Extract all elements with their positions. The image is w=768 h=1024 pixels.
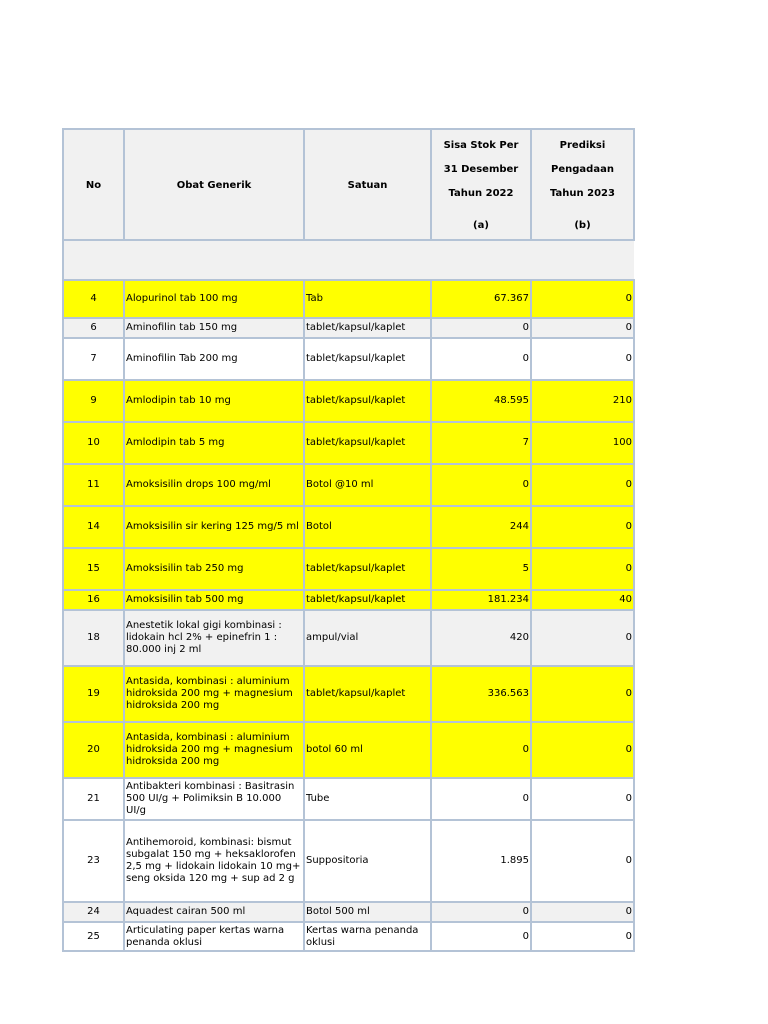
cell-sisa-stok: 0	[431, 778, 531, 820]
cell-satuan: Botol 500 ml	[304, 902, 431, 922]
header-prediksi-line: Pengadaan	[551, 163, 614, 175]
cell-no: 9	[63, 380, 124, 422]
table-row	[63, 722, 634, 778]
header-no: No	[63, 129, 124, 240]
table-row	[63, 922, 634, 951]
cell-satuan: tablet/kapsul/kaplet	[304, 318, 431, 338]
cell-prediksi: 0	[531, 464, 634, 506]
cell-sisa-stok: 48.595	[431, 380, 531, 422]
table-row	[63, 318, 634, 338]
cell-satuan: tablet/kapsul/kaplet	[304, 380, 431, 422]
cell-prediksi: 0	[531, 280, 634, 318]
header-row	[63, 129, 634, 240]
cell-sisa-stok: 244	[431, 506, 531, 548]
cell-satuan: Botol @10 ml	[304, 464, 431, 506]
cell-no: 15	[63, 548, 124, 590]
cell-prediksi: 0	[531, 506, 634, 548]
cell-satuan: Botol	[304, 506, 431, 548]
cell-prediksi: 0	[531, 548, 634, 590]
cell-no: 19	[63, 666, 124, 722]
cell-obat-generik: Amoksisilin sir kering 125 mg/5 ml	[124, 506, 304, 548]
cell-prediksi: 0	[531, 338, 634, 380]
header-prediksi-line: (b)	[574, 219, 591, 231]
stock-table	[62, 128, 635, 952]
cell-satuan: Kertas warna penanda oklusi	[304, 922, 431, 951]
cell-no: 20	[63, 722, 124, 778]
cell-sisa-stok: 420	[431, 610, 531, 666]
cell-satuan: tablet/kapsul/kaplet	[304, 422, 431, 464]
cell-obat-generik: Aminofilin Tab 200 mg	[124, 338, 304, 380]
header-prediksi	[531, 129, 634, 240]
cell-sisa-stok: 0	[431, 722, 531, 778]
table-row	[63, 778, 634, 820]
header-sisa-line: Tahun 2022	[448, 187, 514, 199]
cell-sisa-stok: 336.563	[431, 666, 531, 722]
cell-satuan: Tube	[304, 778, 431, 820]
table-row	[63, 548, 634, 590]
cell-no: 6	[63, 318, 124, 338]
cell-no: 25	[63, 922, 124, 951]
cell-obat-generik: Antihemoroid, kombinasi: bismut subgalat 150 mg + heksaklorofen 2,5 mg + lidokain lidokain 10 mg+ seng oksida 120 mg + sup ad 2 g	[124, 820, 304, 902]
cell-obat-generik: Antibakteri kombinasi : Basitrasin 500 UI/g + Polimiksin B 10.000 UI/g	[124, 778, 304, 820]
cell-no: 4	[63, 280, 124, 318]
cell-sisa-stok: 1.895	[431, 820, 531, 902]
cell-sisa-stok: 0	[431, 338, 531, 380]
header-obat-generik: Obat Generik	[124, 129, 304, 240]
cell-no: 7	[63, 338, 124, 380]
cell-obat-generik: Aminofilin tab 150 mg	[124, 318, 304, 338]
cell-prediksi: 0	[531, 610, 634, 666]
cell-satuan: tablet/kapsul/kaplet	[304, 590, 431, 610]
cell-obat-generik: Amlodipin tab 10 mg	[124, 380, 304, 422]
header-prediksi-line: Tahun 2023	[550, 187, 615, 199]
cell-obat-generik: Amoksisilin drops 100 mg/ml	[124, 464, 304, 506]
cell-prediksi: 0	[531, 778, 634, 820]
table-row	[63, 464, 634, 506]
cell-sisa-stok: 7	[431, 422, 531, 464]
cell-obat-generik: Alopurinol tab 100 mg	[124, 280, 304, 318]
header-prediksi-line: Prediksi	[559, 139, 606, 151]
cell-prediksi: 100	[531, 422, 634, 464]
cell-prediksi: 0	[531, 318, 634, 338]
cell-obat-generik: Articulating paper kertas warna penanda oklusi	[124, 922, 304, 951]
table-row	[63, 280, 634, 318]
cell-no: 21	[63, 778, 124, 820]
cell-obat-generik: Antasida, kombinasi : aluminium hidroksida 200 mg + magnesium hidroksida 200 mg	[124, 722, 304, 778]
cell-obat-generik: Aquadest cairan 500 ml	[124, 902, 304, 922]
table-row	[63, 422, 634, 464]
cell-no: 24	[63, 902, 124, 922]
cell-prediksi: 0	[531, 922, 634, 951]
spacer-row	[63, 240, 634, 280]
cell-sisa-stok: 0	[431, 922, 531, 951]
header-sisa-stok	[431, 129, 531, 240]
cell-prediksi: 0	[531, 722, 634, 778]
cell-sisa-stok: 5	[431, 548, 531, 590]
table-row	[63, 902, 634, 922]
cell-prediksi: 0	[531, 666, 634, 722]
cell-no: 18	[63, 610, 124, 666]
cell-prediksi: 0	[531, 902, 634, 922]
cell-sisa-stok: 67.367	[431, 280, 531, 318]
cell-prediksi: 40	[531, 590, 634, 610]
table-row	[63, 338, 634, 380]
cell-satuan: botol 60 ml	[304, 722, 431, 778]
cell-satuan: tablet/kapsul/kaplet	[304, 338, 431, 380]
table-row	[63, 666, 634, 722]
cell-sisa-stok: 181.234	[431, 590, 531, 610]
cell-no: 10	[63, 422, 124, 464]
cell-no: 14	[63, 506, 124, 548]
header-satuan: Satuan	[304, 129, 431, 240]
cell-satuan: ampul/vial	[304, 610, 431, 666]
header-sisa-line: (a)	[473, 219, 489, 231]
cell-obat-generik: Amoksisilin tab 500 mg	[124, 590, 304, 610]
cell-obat-generik: Amlodipin tab 5 mg	[124, 422, 304, 464]
cell-sisa-stok: 0	[431, 318, 531, 338]
table-row	[63, 506, 634, 548]
cell-obat-generik: Antasida, kombinasi : aluminium hidroksida 200 mg + magnesium hidroksida 200 mg	[124, 666, 304, 722]
table-body	[63, 240, 634, 951]
table-row	[63, 820, 634, 902]
cell-no: 11	[63, 464, 124, 506]
cell-no: 16	[63, 590, 124, 610]
cell-satuan: tablet/kapsul/kaplet	[304, 548, 431, 590]
header-sisa-line: Sisa Stok Per	[443, 139, 519, 151]
cell-obat-generik: Anestetik lokal gigi kombinasi : lidokain hcl 2% + epinefrin 1 : 80.000 inj 2 ml	[124, 610, 304, 666]
cell-sisa-stok: 0	[431, 902, 531, 922]
cell-satuan: tablet/kapsul/kaplet	[304, 666, 431, 722]
cell-satuan: Suppositoria	[304, 820, 431, 902]
table-row	[63, 610, 634, 666]
table-row	[63, 380, 634, 422]
table-row	[63, 590, 634, 610]
cell-sisa-stok: 0	[431, 464, 531, 506]
cell-obat-generik: Amoksisilin tab 250 mg	[124, 548, 304, 590]
cell-satuan: Tab	[304, 280, 431, 318]
cell-no: 23	[63, 820, 124, 902]
cell-prediksi: 0	[531, 820, 634, 902]
header-sisa-line: 31 Desember	[443, 163, 519, 175]
cell-prediksi: 210	[531, 380, 634, 422]
